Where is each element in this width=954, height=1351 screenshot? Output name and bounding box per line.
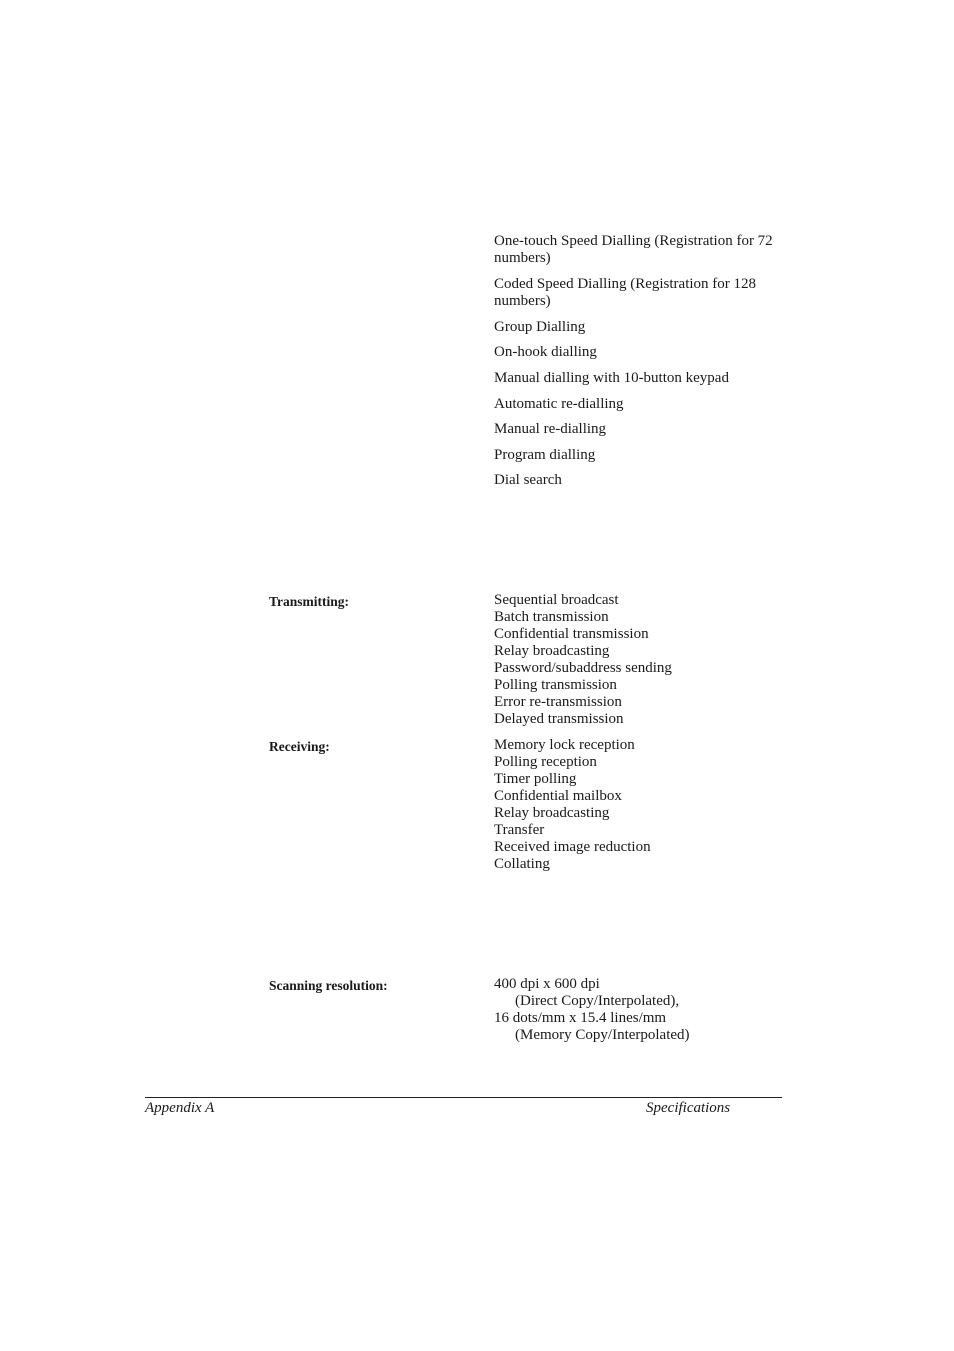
dialling-item-program: Program dialling (494, 447, 596, 463)
footer-rule (145, 1097, 782, 1098)
dialling-item-group: Group Dialling (494, 319, 586, 335)
list-item: Password/subaddress sending (494, 660, 672, 676)
list-item: Collating (494, 856, 550, 872)
list-item: Batch transmission (494, 609, 609, 625)
list-item: Confidential transmission (494, 626, 649, 642)
dialling-item-auto-redial: Automatic re-dialling (494, 396, 624, 412)
list-item: Sequential broadcast (494, 592, 619, 608)
footer-page-topic: Specifications (646, 1100, 731, 1116)
list-item: Relay broadcasting (494, 805, 610, 821)
list-item: Memory lock reception (494, 737, 635, 753)
dialling-item-manual-keypad: Manual dialling with 10-button keypad (494, 370, 729, 386)
receiving-list (494, 737, 784, 873)
transmitting-list (494, 592, 784, 728)
scanning-line-memory-copy: (Memory Copy/Interpolated) (515, 1027, 690, 1043)
list-item: Relay broadcasting (494, 643, 610, 659)
list-item: Delayed transmission (494, 711, 624, 727)
dialling-item-coded-speed: Coded Speed Dialling (Registration for 128 numbers) (494, 276, 757, 309)
dialling-item-dial-search: Dial search (494, 472, 562, 488)
list-item: Received image reduction (494, 839, 651, 855)
list-item: Timer polling (494, 771, 577, 787)
transmitting-label: Transmitting: (269, 594, 349, 609)
list-item: Confidential mailbox (494, 788, 622, 804)
receiving-label: Receiving: (269, 739, 330, 754)
list-item: Polling reception (494, 754, 597, 770)
footer-section-label: Appendix A (145, 1100, 215, 1116)
scanning-resolution-label: Scanning resolution: (269, 978, 388, 993)
dialling-item-on-hook: On-hook dialling (494, 344, 597, 360)
list-item: Transfer (494, 822, 545, 838)
scanning-line-dpi: 400 dpi x 600 dpi (494, 976, 600, 992)
scanning-line-direct-copy: (Direct Copy/Interpolated), (515, 993, 680, 1009)
list-item: Error re-transmission (494, 694, 622, 710)
list-item: Polling transmission (494, 677, 617, 693)
dialling-item-one-touch: One-touch Speed Dialling (Registration for 72 numbers) (494, 233, 773, 266)
scanning-line-dots: 16 dots/mm x 15.4 lines/mm (494, 1010, 667, 1026)
scanning-resolution-values (494, 976, 784, 1044)
dialling-item-manual-redial: Manual re-dialling (494, 421, 607, 437)
